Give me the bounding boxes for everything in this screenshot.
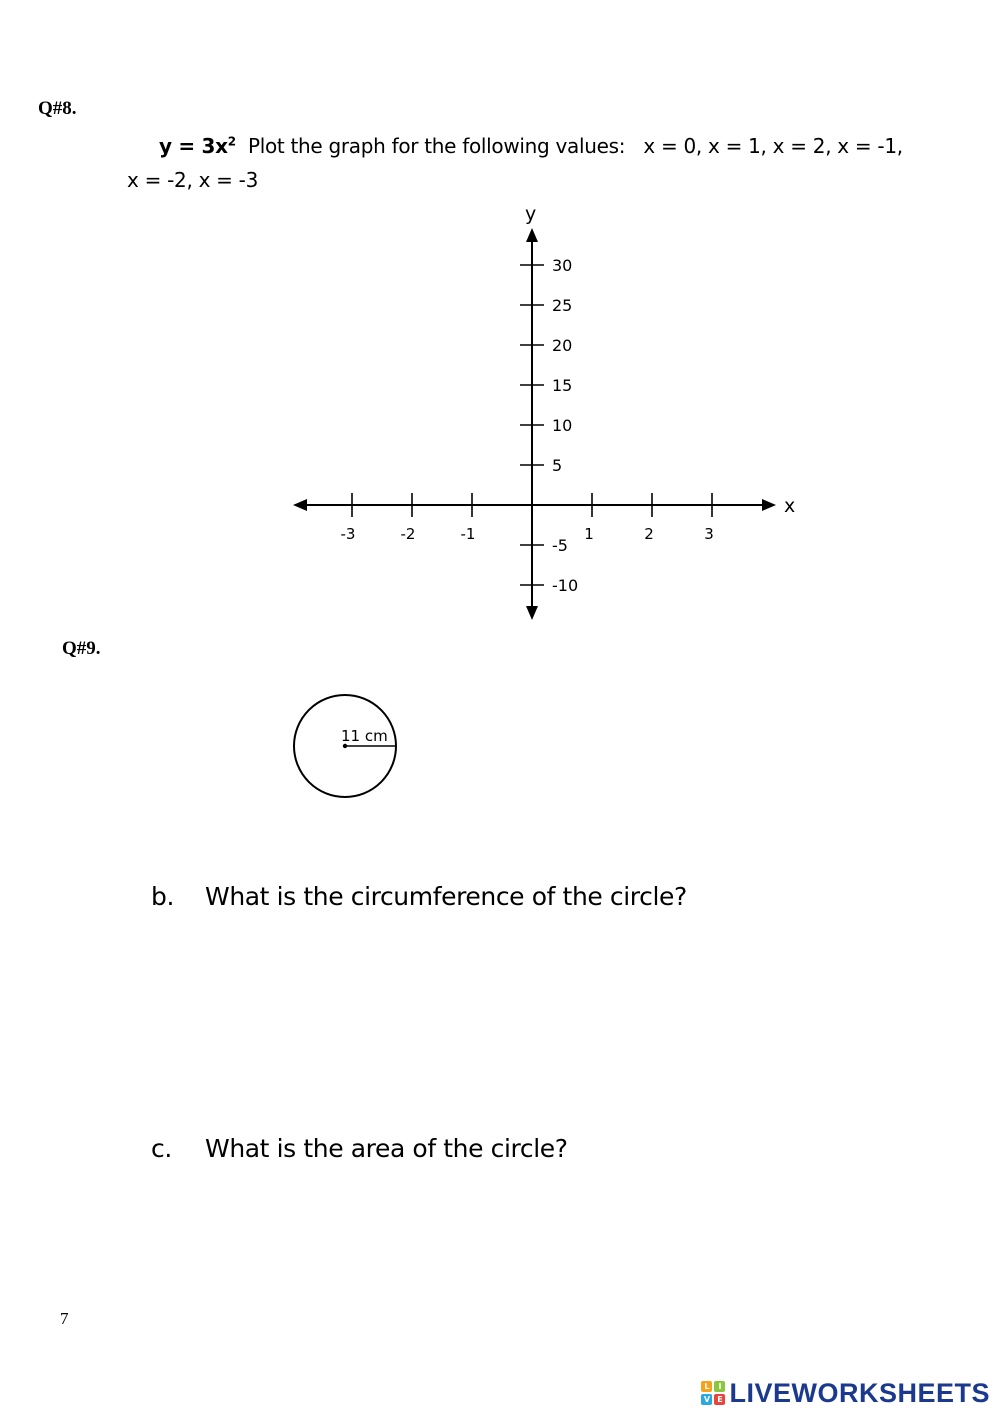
question-c-letter: c. [151, 1134, 172, 1163]
logo-letter-e: E [714, 1394, 725, 1405]
logo-letter-i: I [714, 1381, 725, 1392]
x-tick-label: 2 [644, 525, 654, 543]
y-tick-label: 5 [552, 456, 563, 475]
question-9-label: Q#9. [62, 638, 101, 659]
radius-label: 11 cm [341, 727, 388, 745]
brand-logo-icon [701, 1381, 725, 1405]
y-tick-label: 15 [552, 376, 573, 395]
x-values-line1: x = 0, x = 1, x = 2, x = -1, [643, 134, 903, 158]
liveworksheets-brand[interactable] [701, 1378, 990, 1408]
question-b [151, 882, 687, 911]
x-axis-label: x [784, 495, 796, 517]
x-tick-label: -3 [340, 525, 356, 543]
instruction-text: Plot the graph for the following values: [247, 134, 626, 158]
question-b-text: What is the circumference of the circle? [205, 882, 687, 911]
x-tick-label: -2 [400, 525, 416, 543]
x-tick-label: 3 [704, 525, 714, 543]
y-tick-label: 25 [552, 296, 573, 315]
question-8-label: Q#8. [38, 98, 77, 119]
y-tick-label: -10 [552, 576, 579, 595]
y-tick-label: 20 [552, 336, 573, 355]
y-tick-label: 30 [552, 256, 573, 275]
question-c-text: What is the area of the circle? [205, 1134, 568, 1163]
brand-name: LIVEWORKSHEETS [729, 1377, 990, 1408]
logo-letter-v: V [701, 1394, 712, 1405]
y-tick-label: -5 [552, 536, 568, 555]
logo-letter-l: L [701, 1381, 712, 1392]
x-tick-label: -1 [460, 525, 476, 543]
page-number: 7 [60, 1309, 69, 1328]
x-tick-label: 1 [584, 525, 594, 543]
equation-base: y = 3x [159, 134, 228, 158]
question-c [151, 1134, 568, 1163]
x-values-line2: x = -2, x = -3 [127, 168, 259, 192]
question-b-letter: b. [151, 882, 175, 911]
y-axis-label: y [525, 203, 537, 225]
y-tick-label: 10 [552, 416, 573, 435]
equation-exponent: 2 [227, 134, 236, 149]
